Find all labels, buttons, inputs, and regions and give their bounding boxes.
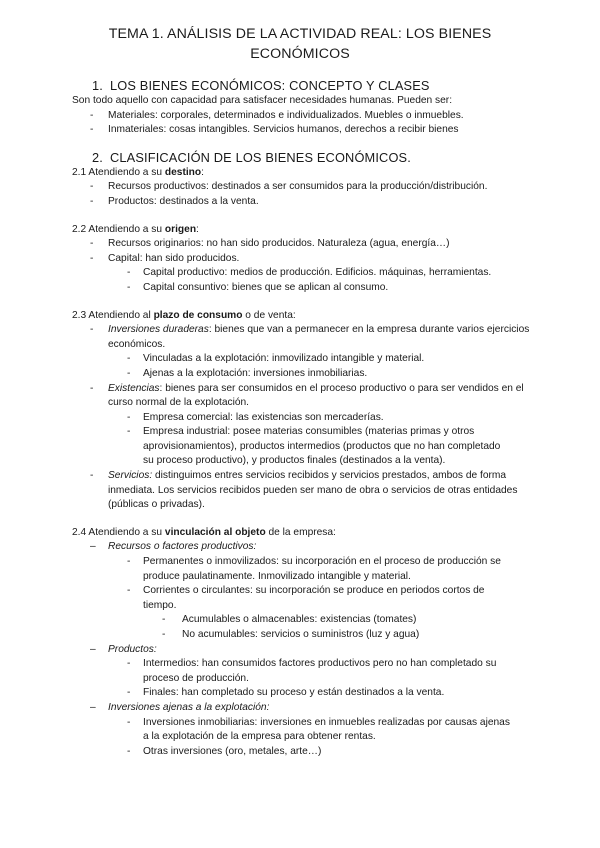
list-item: – Productos: [90, 643, 157, 655]
sub-list-item: - Intermedios: han consumidos factores productivos pero no han completado su proceso de producción. [127, 658, 497, 684]
list-item: - Capital: han sido producidos. [90, 252, 240, 264]
list-item: - Existencias: bienes para ser consumidos en el proceso productivo o para ser vendidos en el curso normal de la explotación. [90, 382, 524, 409]
subsection-2-3-heading: 2.3 Atendiendo al plazo de consumo o de venta: [72, 309, 296, 321]
list-item: - Servicios: distinguimos entres servicios recibidos y servicios prestados, ambos de forma inmediata. Los servicios recibidos pueden ser mano de obra o servicios de otras entidades (públicas o privadas). [90, 470, 518, 511]
subsection-2-4-heading: 2.4 Atendiendo a su vinculación al objeto de la empresa: [72, 526, 336, 538]
section-2-number: 2. [92, 149, 103, 165]
sub-list-item: - Vinculadas a la explotación: inmovilizado intangible y material. [127, 353, 425, 365]
sub-list-item: - Capital productivo: medios de producción. Edificios. máquinas, herramientas. [127, 267, 492, 279]
list-item: - Inversiones duraderas: bienes que van a permanecer en la empresa durante varios ejercicios económicos. [90, 324, 530, 350]
section-1-title: LOS BIENES ECONÓMICOS: CONCEPTO Y CLASES [110, 78, 430, 93]
sub-sub-list-item: - No acumulables: servicios o suministros (luz y agua) [162, 629, 420, 640]
subsection-2-1-heading: 2.1 Atendiendo a su destino: [72, 166, 204, 178]
sub-list-item: - Finales: han completado su proceso y están destinados a la venta. [127, 687, 445, 699]
list-item: - Recursos productivos: destinados a ser consumidos para la producción/distribución. [90, 181, 488, 193]
section-1-number: 1. [92, 78, 103, 93]
list-item: – Recursos o factores productivos: [90, 541, 257, 553]
sub-list-item: - Otras inversiones (oro, metales, arte…) [127, 745, 322, 757]
document-title: TEMA 1. ANÁLISIS DE LA ACTIVIDAD REAL: LOS BIENES ECONÓMICOS [108, 26, 492, 62]
section-1-heading [0, 78, 600, 94]
sub-list-item: - Empresa industrial: posee materias consumibles (materias primas y otros aprovisionamientos), productos intermedios (productos que no han completado su proceso productivo), y productos finales (destinados a la venta). [127, 426, 501, 467]
list-item: - Recursos originarios: no han sido producidos. Naturaleza (agua, energía…) [90, 238, 450, 250]
sub-list-item: - Capital consuntivo: bienes que se aplican al consumo. [127, 281, 389, 293]
sub-list-item: - Inversiones inmobiliarias: inversiones en inmuebles realizadas por causas ajenas a la explotación de la empresa para obtener rentas. [127, 716, 510, 743]
sub-list-item: - Permanentes o inmovilizados: su incorporación en el proceso de producción se produce paulatinamente. Inmovilizado intangible y material. [127, 556, 501, 582]
sub-list-item: - Ajenas a la explotación: inversiones inmobiliarias. [127, 367, 368, 379]
subsection-2-2-heading: 2.2 Atendiendo a su origen: [72, 223, 199, 235]
section-2-heading [0, 150, 600, 166]
sub-list-item: - Empresa comercial: las existencias son mercaderías. [127, 411, 384, 423]
sub-sub-list-item: - Acumulables o almacenables: existencias (tomates) [162, 614, 417, 626]
list-item: - Inmateriales: cosas intangibles. Servicios humanos, derechos a recibir bienes [90, 124, 459, 136]
list-item: – Inversiones ajenas a la explotación: [90, 701, 270, 713]
section-1-intro: Son todo aquello con capacidad para satisfacer necesidades humanas. Pueden ser: [72, 95, 453, 106]
section-2-title: CLASIFICACIÓN DE LOS BIENES ECONÓMICOS. [110, 149, 411, 165]
sub-list-item: - Corrientes o circulantes: su incorporación se produce en periodos cortos de tiempo. [127, 585, 485, 611]
list-item: - Materiales: corporales, determinados e individualizados. Muebles o inmuebles. [90, 109, 464, 121]
list-item: - Productos: destinados a la venta. [90, 195, 259, 207]
